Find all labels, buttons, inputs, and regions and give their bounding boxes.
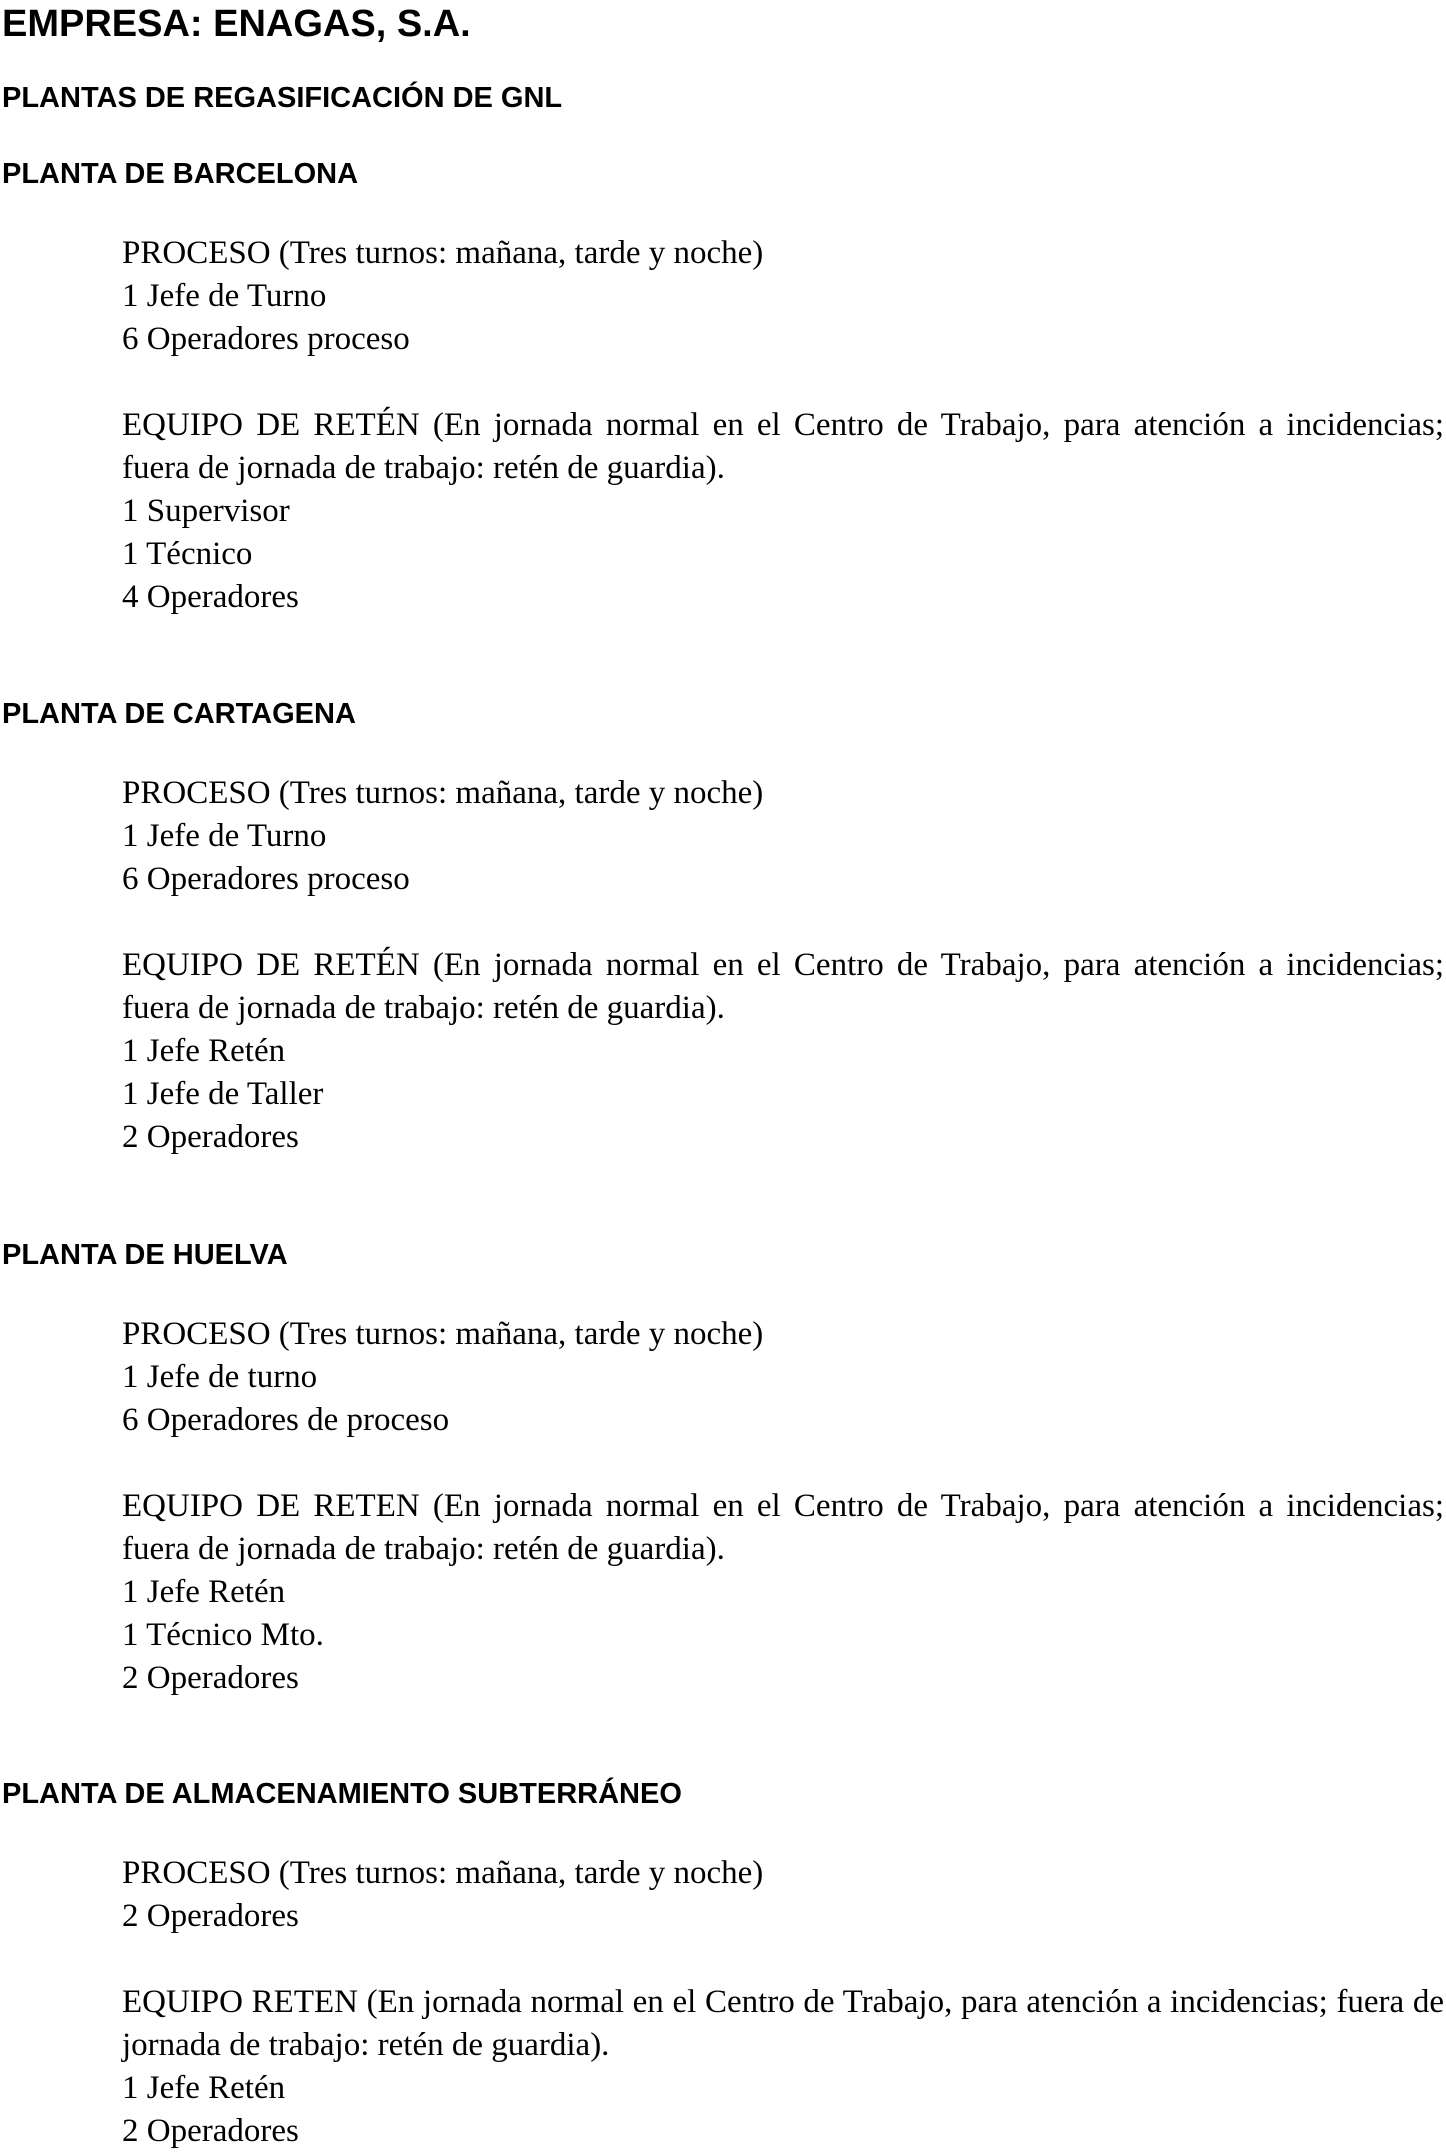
plant-body	[122, 1852, 1444, 2153]
spacer	[122, 1938, 1444, 1981]
proceso-heading: PROCESO (Tres turnos: mañana, tarde y noche)	[122, 775, 764, 811]
proceso-heading: PROCESO (Tres turnos: mañana, tarde y noche)	[122, 1316, 764, 1352]
proceso-item: 6 Operadores de proceso	[122, 1402, 450, 1438]
proceso-item: 6 Operadores proceso	[122, 861, 410, 897]
proceso-heading: PROCESO (Tres turnos: mañana, tarde y noche)	[122, 1855, 764, 1891]
reten-item: 1 Técnico Mto.	[122, 1617, 324, 1653]
proceso-heading: PROCESO (Tres turnos: mañana, tarde y noche)	[122, 235, 764, 271]
plant-body	[122, 1313, 1444, 1700]
plant-title: PLANTA DE CARTAGENA	[2, 698, 356, 730]
spacer	[122, 1442, 1444, 1485]
reten-item: 1 Jefe de Taller	[122, 1076, 324, 1112]
proceso-item: 6 Operadores proceso	[122, 321, 410, 357]
proceso-item: 2 Operadores	[122, 1898, 299, 1934]
company-heading: EMPRESA: ENAGAS, S.A.	[2, 3, 471, 45]
spacer	[122, 361, 1444, 404]
reten-item: 2 Operadores	[122, 1660, 299, 1696]
plant-title: PLANTA DE BARCELONA	[2, 158, 359, 190]
reten-item: 1 Jefe Retén	[122, 2070, 286, 2106]
section-title: PLANTAS DE REGASIFICACIÓN DE GNL	[2, 82, 563, 114]
reten-paragraph: EQUIPO DE RETÉN (En jornada normal en el Centro de Trabajo, para atención a incidencias; fuera de jornada de trabajo: retén de guardia).	[122, 407, 1444, 486]
plant-body	[122, 772, 1444, 1159]
reten-item: 1 Jefe Retén	[122, 1574, 286, 1610]
proceso-item: 1 Jefe de Turno	[122, 818, 327, 854]
reten-paragraph: EQUIPO DE RETEN (En jornada normal en el Centro de Trabajo, para atención a incidencias; fuera de jornada de trabajo: retén de guardia).	[122, 1488, 1444, 1567]
reten-item: 1 Supervisor	[122, 493, 290, 529]
plant-title: PLANTA DE HUELVA	[2, 1239, 288, 1271]
reten-item: 4 Operadores	[122, 579, 299, 615]
spacer	[122, 901, 1444, 944]
plant-title: PLANTA DE ALMACENAMIENTO SUBTERRÁNEO	[2, 1778, 682, 1810]
reten-paragraph: EQUIPO RETEN (En jornada normal en el Centro de Trabajo, para atención a incidencias; fuera de jornada de trabajo: retén de guardia).	[122, 1984, 1444, 2063]
reten-item: 1 Jefe Retén	[122, 1033, 286, 1069]
reten-item: 2 Operadores	[122, 1119, 299, 1155]
reten-item: 2 Operadores	[122, 2113, 299, 2149]
proceso-item: 1 Jefe de Turno	[122, 278, 327, 314]
plant-body	[122, 232, 1444, 619]
proceso-item: 1 Jefe de turno	[122, 1359, 318, 1395]
reten-item: 1 Técnico	[122, 536, 253, 572]
reten-paragraph: EQUIPO DE RETÉN (En jornada normal en el Centro de Trabajo, para atención a incidencias; fuera de jornada de trabajo: retén de guardia).	[122, 947, 1444, 1026]
